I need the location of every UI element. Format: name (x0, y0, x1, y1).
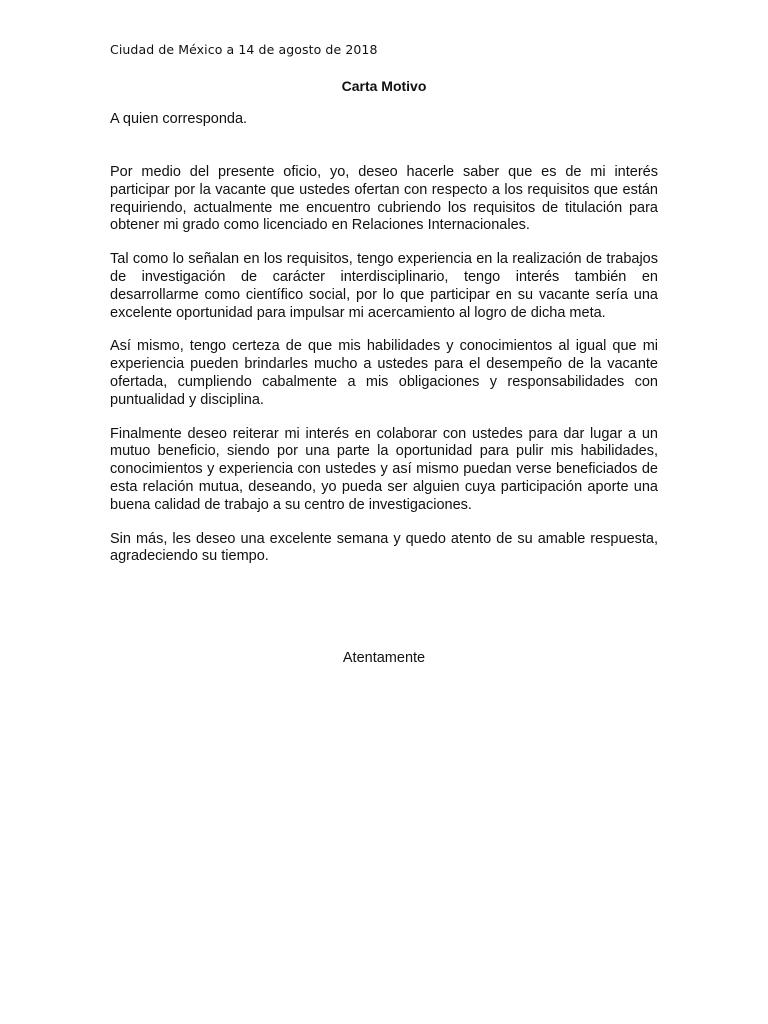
paragraph-3: Así mismo, tengo certeza de que mis habilidades y conocimientos al igual que mi experiencia pueden brindarles mucho a ustedes para el desempeño de la vacante ofertada, cumpliendo cabalmente a mis obligaciones y responsabilidades con puntualidad y disciplina. (110, 338, 658, 408)
paragraph-2: Tal como lo señalan en los requisitos, tengo experiencia en la realización de trabajos de investigación de carácter interdisciplinario, tengo interés también en desarrollarme como científico social, por lo que participar en su vacante sería una excelente oportunidad para impulsar mi acercamiento al logro de dicha meta. (110, 251, 658, 321)
letter-body (110, 164, 658, 582)
date-line: Ciudad de México a 14 de agosto de 2018 (110, 42, 378, 57)
paragraph-5: Sin más, les deseo una excelente semana y quedo atento de su amable respuesta, agradeciendo su tiempo. (110, 530, 658, 565)
letter-title: Carta Motivo (341, 78, 427, 94)
salutation: A quien corresponda. (110, 111, 248, 127)
closing: Atentamente (342, 650, 426, 666)
paragraph-4: Finalmente deseo reiterar mi interés en colaborar con ustedes para dar lugar a un mutuo beneficio, siendo por una parte la oportunidad para pulir mis habilidades, conocimientos y experiencia con ustedes y así mismo puedan verse beneficiados de esta relación mutua, deseando, yo pueda ser alguien cuya participación aporte una buena calidad de trabajo a su centro de investigaciones. (110, 425, 658, 513)
paragraph-1: Por medio del presente oficio, yo, deseo hacerle saber que es de mi interés participar por la vacante que ustedes ofertan con respecto a los requisitos que están requiriendo, actualmente me encuentro cubriendo los requisitos de titulación para obtener mi grado como licenciado en Relaciones Internacionales. (110, 164, 658, 234)
